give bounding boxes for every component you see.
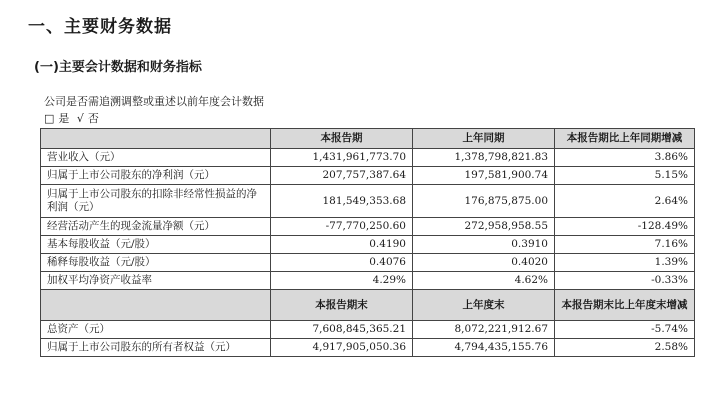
subsection-title: (一)主要会计数据和财务指标 <box>34 60 202 75</box>
table-header-row <box>41 129 695 149</box>
change-value: 3.86% <box>555 149 695 167</box>
table-row <box>41 167 695 185</box>
current-value: 181,549,353.68 <box>271 185 413 218</box>
prior-value: 1,378,798,821.83 <box>413 149 555 167</box>
table-row <box>41 254 695 272</box>
change-value: 5.15% <box>555 167 695 185</box>
header-change: 本报告期比上年同期增减 <box>555 129 695 149</box>
header-change: 本报告期末比上年度末增减 <box>555 290 695 321</box>
header-current-period: 本报告期 <box>271 129 413 149</box>
change-value: 2.58% <box>555 339 695 357</box>
section-title: 一、主要财务数据 <box>28 17 172 37</box>
restatement-options <box>44 110 103 126</box>
prior-value: 272,958,958.55 <box>413 218 555 236</box>
current-value: 1,431,961,773.70 <box>271 149 413 167</box>
change-value: 1.39% <box>555 254 695 272</box>
prior-value: 4.62% <box>413 272 555 290</box>
change-value: 2.64% <box>555 185 695 218</box>
row-label: 基本每股收益（元/股） <box>41 236 271 254</box>
checkmark-icon: √ <box>76 112 84 125</box>
prior-value: 0.4020 <box>413 254 555 272</box>
prior-value: 197,581,900.74 <box>413 167 555 185</box>
restatement-question: 公司是否需追溯调整或重述以前年度会计数据 <box>44 95 264 108</box>
prior-value: 0.3910 <box>413 236 555 254</box>
change-value: -5.74% <box>555 321 695 339</box>
current-value: 0.4076 <box>271 254 413 272</box>
row-label: 营业收入（元） <box>41 149 271 167</box>
header-prior-period: 上年同期 <box>413 129 555 149</box>
header-prior-year-end: 上年度末 <box>413 290 555 321</box>
table-row <box>41 218 695 236</box>
yes-checkbox-icon: □ <box>44 112 55 125</box>
header-blank-cell <box>41 290 271 321</box>
table-row <box>41 339 695 357</box>
row-label: 稀释每股收益（元/股） <box>41 254 271 272</box>
key-financial-data-table <box>40 128 695 357</box>
row-label: 归属于上市公司股东的扣除非经常性损益的净利润（元） <box>41 185 271 218</box>
no-option-label: 否 <box>87 112 99 125</box>
change-value: 7.16% <box>555 236 695 254</box>
change-value: -128.49% <box>555 218 695 236</box>
table-row <box>41 236 695 254</box>
table-header-row <box>41 290 695 321</box>
row-label: 经营活动产生的现金流量净额（元） <box>41 218 271 236</box>
row-label: 归属于上市公司股东的净利润（元） <box>41 167 271 185</box>
row-label: 总资产（元） <box>41 321 271 339</box>
table-row <box>41 149 695 167</box>
current-value: 0.4190 <box>271 236 413 254</box>
change-value: -0.33% <box>555 272 695 290</box>
header-blank-cell <box>41 129 271 149</box>
prior-value: 8,072,221,912.67 <box>413 321 555 339</box>
prior-value: 176,875,875.00 <box>413 185 555 218</box>
current-value: 4.29% <box>271 272 413 290</box>
current-value: -77,770,250.60 <box>271 218 413 236</box>
table-row <box>41 321 695 339</box>
table-row <box>41 272 695 290</box>
prior-value: 4,794,435,155.76 <box>413 339 555 357</box>
current-value: 7,608,845,365.21 <box>271 321 413 339</box>
table-row <box>41 185 695 218</box>
row-label: 归属于上市公司股东的所有者权益（元） <box>41 339 271 357</box>
current-value: 4,917,905,050.36 <box>271 339 413 357</box>
header-period-end: 本报告期末 <box>271 290 413 321</box>
yes-option-label: 是 <box>58 112 70 125</box>
row-label: 加权平均净资产收益率 <box>41 272 271 290</box>
current-value: 207,757,387.64 <box>271 167 413 185</box>
